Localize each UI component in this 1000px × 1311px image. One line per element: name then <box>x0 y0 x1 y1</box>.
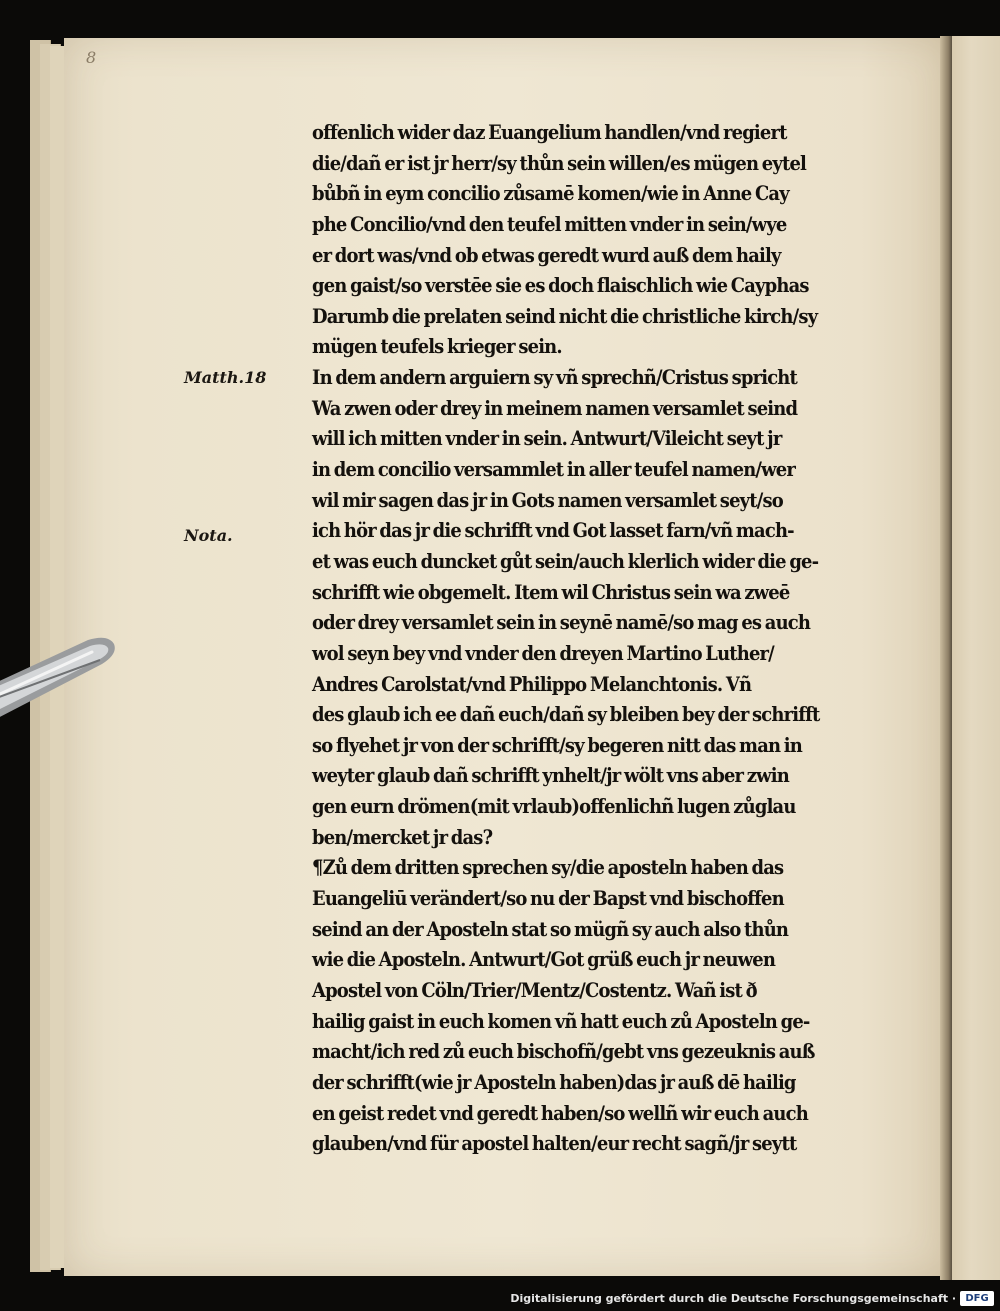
text-line: seind an der Aposteln stat so mügñ sy auch also thůn <box>312 917 789 941</box>
text-line: gen eurn drömen(mit vrlaub)offenlichñ lugen zůglau <box>312 795 796 819</box>
text-line: hailig gaist in euch komen vñ hatt euch zů Aposteln ge- <box>312 1009 810 1033</box>
text-line: des glaub ich ee dañ euch/dañ sy bleiben bey der schrifft <box>312 703 820 727</box>
facing-page-edge <box>952 36 1000 1280</box>
funding-credit: Digitalisierung gefördert durch die Deutsche Forschungsgemeinschaft · <box>510 1292 956 1305</box>
text-line: oder drey versamlet sein in seynē namē/so mag es auch <box>312 611 811 635</box>
text-line: wil mir sagen das jr in Gots namen versamlet seyt/so <box>312 488 783 512</box>
text-line: Darumb die prelaten seind nicht die christliche kirch/sy <box>312 304 818 328</box>
body-text <box>312 118 892 1160</box>
text-line: wol seyn bey vnd vnder den dreyen Martino Luther/ <box>312 641 774 665</box>
text-line: ¶Zů dem dritten sprechen sy/die aposteln haben das <box>312 856 784 880</box>
text-line: phe Concilio/vnd den teufel mitten vnder in sein/wye <box>312 212 787 236</box>
text-line: macht/ich red zů euch bischofñ/gebt vns gezeuknis auß <box>312 1040 815 1064</box>
dfg-logo: DFG <box>960 1291 994 1306</box>
text-line: ben/mercket jr das? <box>312 825 493 849</box>
text-line: et was euch duncket gůt sein/auch klerlich wider die ge- <box>312 549 819 573</box>
text-line: Euangeliū verändert/so nu der Bapst vnd bischoffen <box>312 887 784 911</box>
page-holder-pointer-icon <box>0 620 140 730</box>
margin-note-nota: Nota. <box>184 526 233 545</box>
text-line: will ich mitten vnder in sein. Antwurt/Vileicht seyt jr <box>312 427 782 451</box>
text-line: In dem andern arguiern sy vñ sprechñ/Cristus spricht <box>312 366 797 390</box>
text-line: Apostel von Cöln/Trier/Mentz/Costentz. Wañ ist ð <box>312 978 757 1002</box>
text-line: glauben/vnd für apostel halten/eur recht sagñ/jr seytt <box>312 1132 797 1156</box>
text-line: gen gaist/so verstēe sie es doch flaischlich wie Cayphas <box>312 274 809 298</box>
text-line: ich hör das jr die schrifft vnd Got lasset farn/vñ mach- <box>312 519 794 543</box>
text-line: schrifft wie obgemelt. Item wil Christus sein wa zweē <box>312 580 790 604</box>
text-line: er dort was/vnd ob etwas geredt wurd auß dem haily <box>312 243 781 267</box>
text-line: wie die Aposteln. Antwurt/Got grüß euch jr neuwen <box>312 948 776 972</box>
folio-number: 8 <box>86 48 97 67</box>
text-line: en geist redet vnd geredt haben/so wellñ wir euch auch <box>312 1101 808 1125</box>
text-line: so flyehet jr von der schrifft/sy begeren nitt das man in <box>312 733 803 757</box>
text-line: der schrifft(wie jr Aposteln haben)das jr auß dē hailig <box>312 1070 796 1094</box>
text-line: mügen teufels krieger sein. <box>312 335 562 359</box>
text-line: in dem concilio versammlet in aller teufel namen/wer <box>312 458 795 482</box>
text-line: offenlich wider daz Euangelium handlen/vnd regiert <box>312 121 787 144</box>
margin-note-matth: Matth.18 <box>184 368 267 387</box>
text-line: Andres Carolstat/vnd Philippo Melanchtonis. Vñ <box>312 672 752 696</box>
text-line: die/dañ er ist jr herr/sy thůn sein willen/es mügen eytel <box>312 151 807 175</box>
text-line: weyter glaub dañ schrifft ynhelt/jr wölt vns aber zwin <box>312 764 789 788</box>
text-line: Wa zwen oder drey in meinem namen versamlet seind <box>312 396 798 420</box>
text-line: bůbñ in eym concilio zůsamē komen/wie in Anne Cay <box>312 182 789 206</box>
